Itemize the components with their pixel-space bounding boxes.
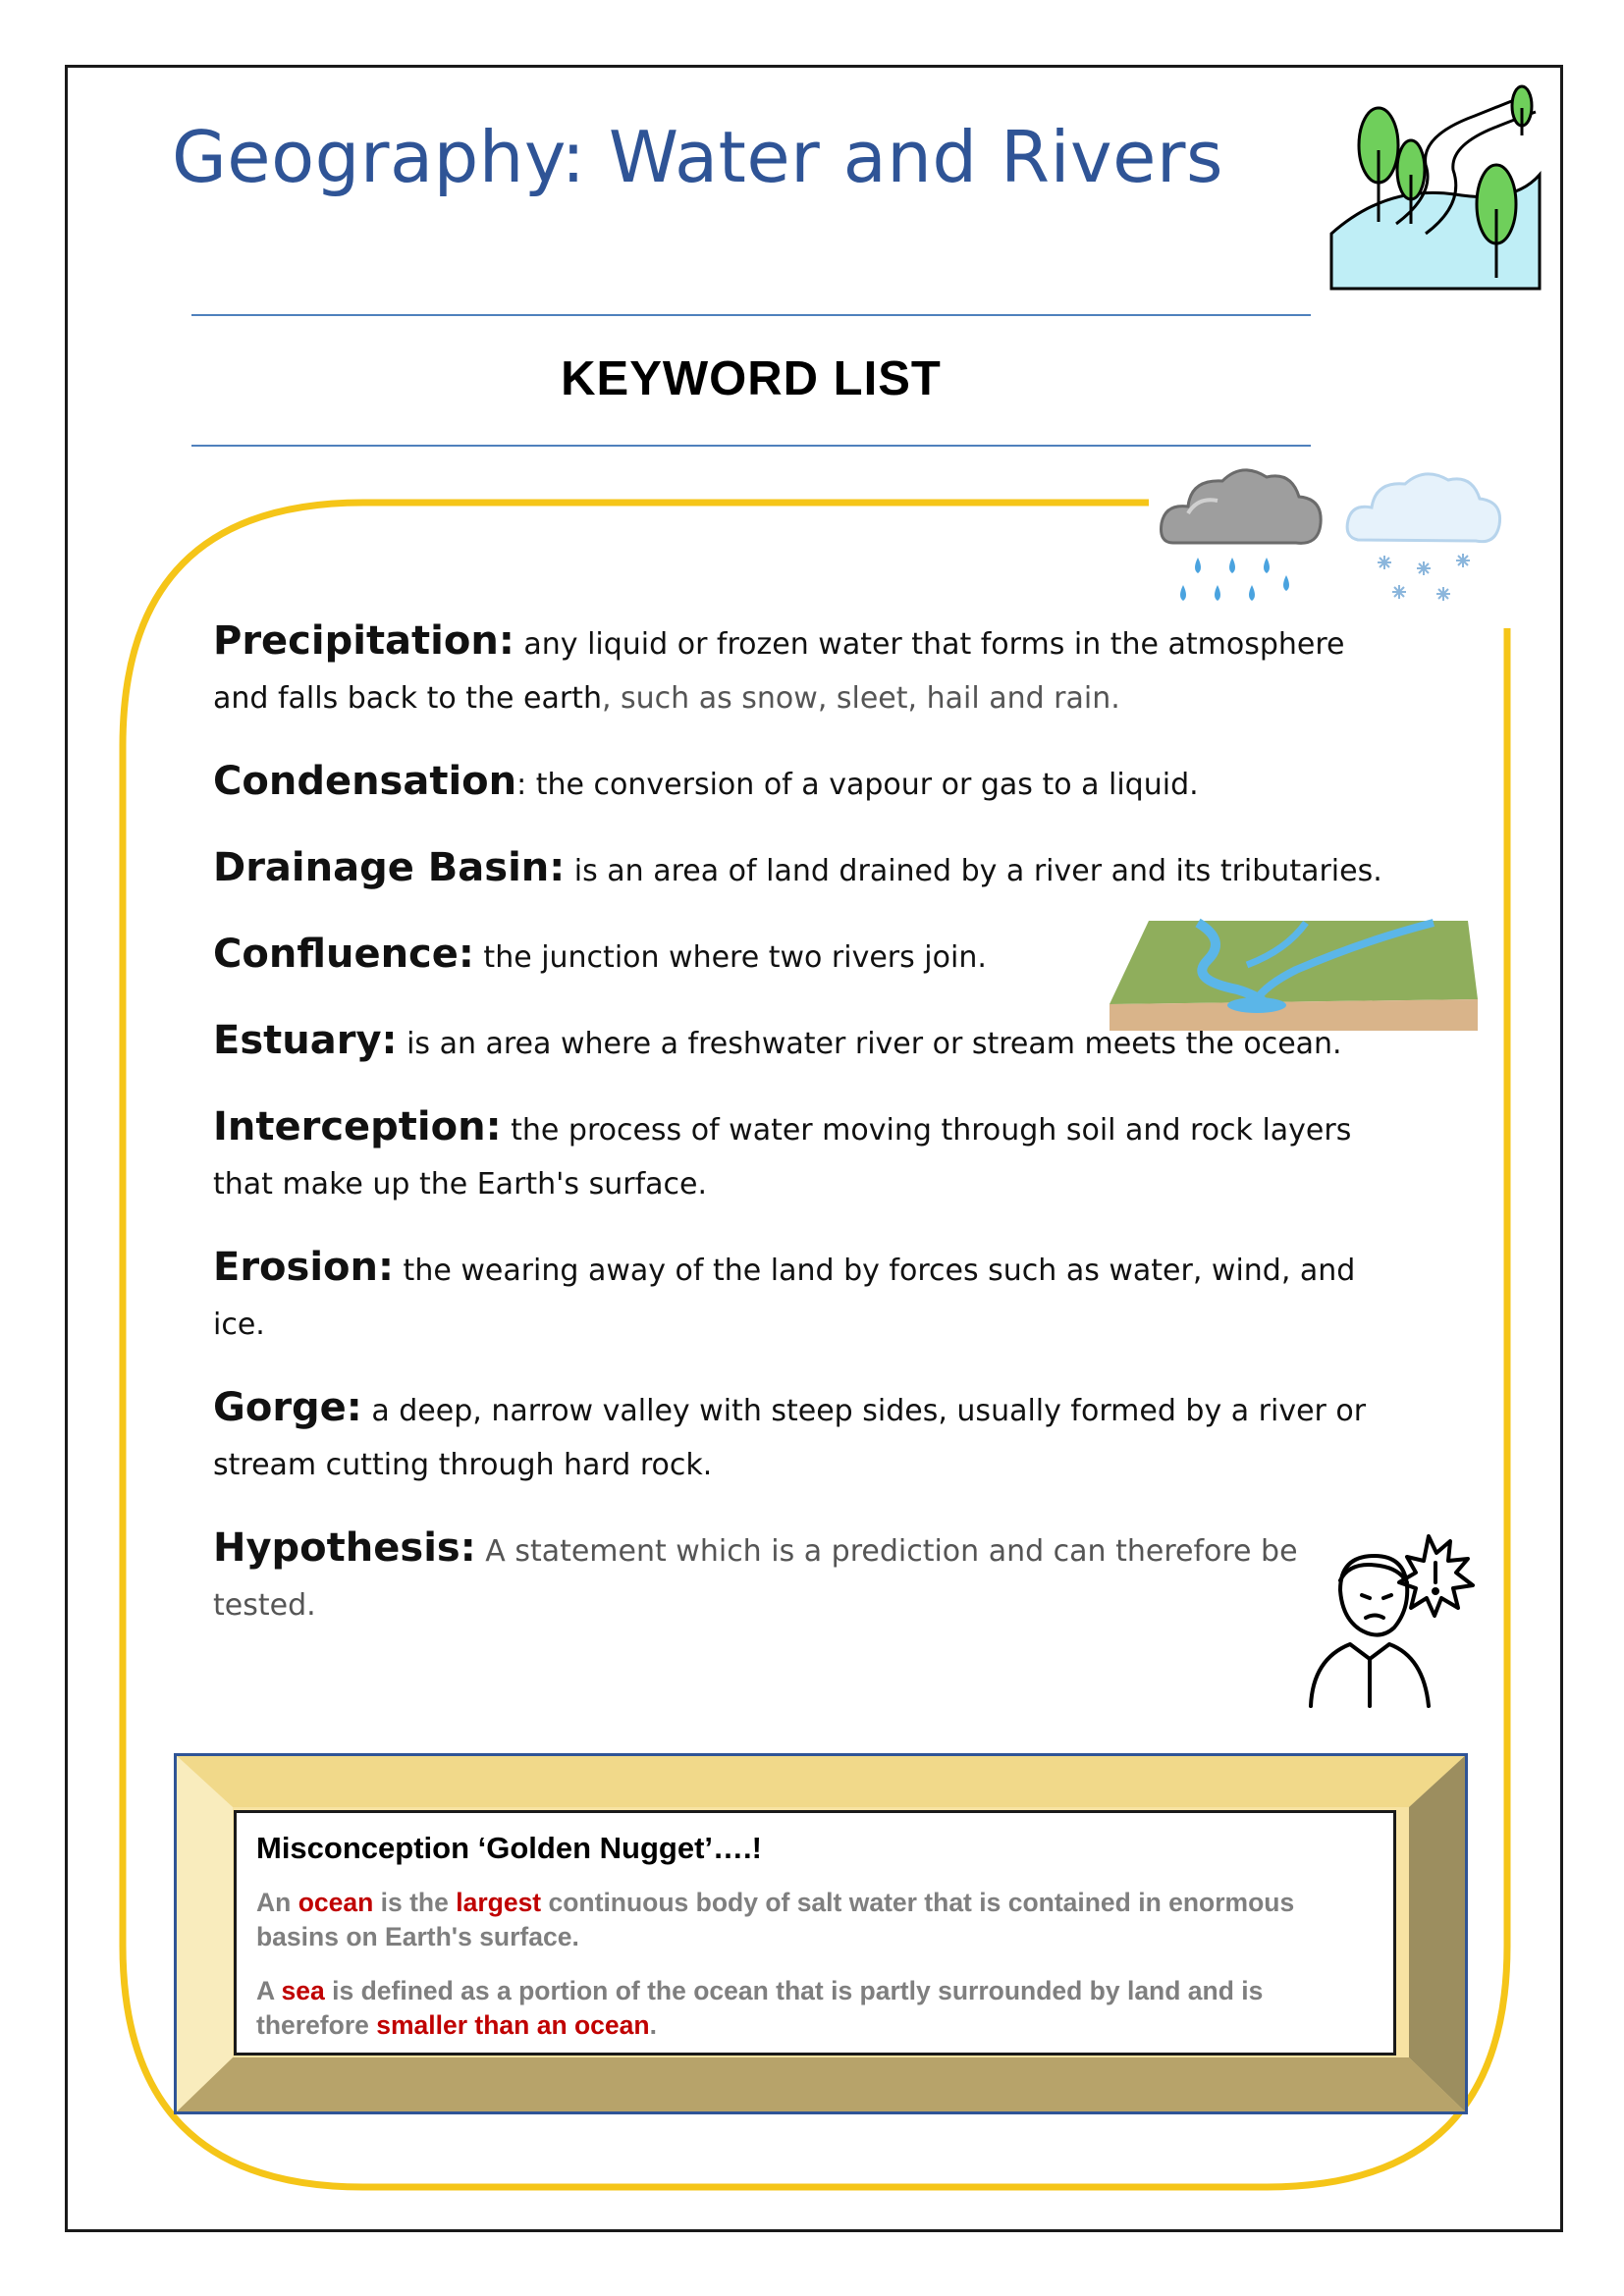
sea-fact-part: A — [256, 1976, 282, 2005]
term: Hypothesis: — [213, 1525, 476, 1571]
definition-text: is an area of land drained by a river and its tributaries. — [565, 854, 1382, 888]
definition-precipitation — [213, 614, 1401, 725]
definition-erosion — [213, 1241, 1401, 1352]
sea-keyword: sea — [281, 1976, 325, 2005]
sea-fact — [256, 1974, 1374, 2043]
definition-interception — [213, 1100, 1401, 1211]
definition-text: : the conversion of a vapour or gas to a liquid. — [516, 768, 1199, 802]
definition-text: any liquid or frozen water that forms in the atmosphere and falls back to the earth — [213, 627, 1345, 716]
largest-keyword: largest — [456, 1888, 542, 1917]
golden-nugget-title: Misconception ‘Golden Nugget’….! — [256, 1831, 762, 1865]
page-title: Geography: Water and Rivers — [172, 116, 1224, 198]
definition-text: A statement which is a prediction and can therefore be tested. — [213, 1534, 1298, 1623]
definition-text: the junction where two rivers join. — [473, 940, 987, 975]
smaller-keyword: smaller than an ocean — [376, 2010, 650, 2040]
term: Confluence: — [213, 932, 474, 977]
definition-text: is an area where a freshwater river or stream meets the ocean. — [397, 1027, 1342, 1061]
term: Drainage Basin: — [213, 845, 566, 890]
term: Estuary: — [213, 1018, 398, 1063]
definition-examples: , such as snow, sleet, hail and rain. — [601, 681, 1120, 716]
ocean-fact — [256, 1886, 1374, 1954]
definitions-list — [213, 614, 1401, 1662]
worried-person-icon — [1301, 1522, 1478, 1708]
definition-text: the wearing away of the land by forces such as water, wind, and ice. — [213, 1254, 1356, 1342]
sea-fact-part: is defined as a portion of the ocean that is partly surrounded by land and is therefore — [256, 1976, 1264, 2040]
definition-condensation — [213, 755, 1401, 812]
definition-estuary — [213, 1014, 1401, 1071]
definition-hypothesis — [213, 1522, 1401, 1632]
ocean-keyword: ocean — [298, 1888, 374, 1917]
ocean-fact-part: is the — [373, 1888, 457, 1917]
term: Interception: — [213, 1104, 502, 1149]
term: Condensation — [213, 759, 517, 804]
term: Precipitation: — [213, 618, 514, 664]
snow-cloud-icon — [1340, 466, 1507, 609]
definition-text: the process of water moving through soil and rock layers that make up the Earth's surface. — [213, 1113, 1352, 1201]
term: Erosion: — [213, 1245, 395, 1290]
rain-cloud-icon — [1154, 459, 1330, 616]
definition-confluence — [213, 928, 1401, 985]
term: Gorge: — [213, 1385, 362, 1430]
golden-nugget-box — [234, 1810, 1396, 2056]
sea-fact-part: . — [649, 2010, 657, 2040]
definition-drainage-basin — [213, 841, 1401, 898]
ocean-fact-part: An — [256, 1888, 298, 1917]
keyword-list-heading: KEYWORD LIST — [561, 352, 942, 405]
definition-text: a deep, narrow valley with steep sides, usually formed by a river or stream cutting through hard rock. — [213, 1394, 1367, 1482]
definition-gorge — [213, 1381, 1401, 1492]
ocean-fact-part: continuous body of salt water that is contained in enormous basins on Earth's surface. — [256, 1888, 1295, 1951]
